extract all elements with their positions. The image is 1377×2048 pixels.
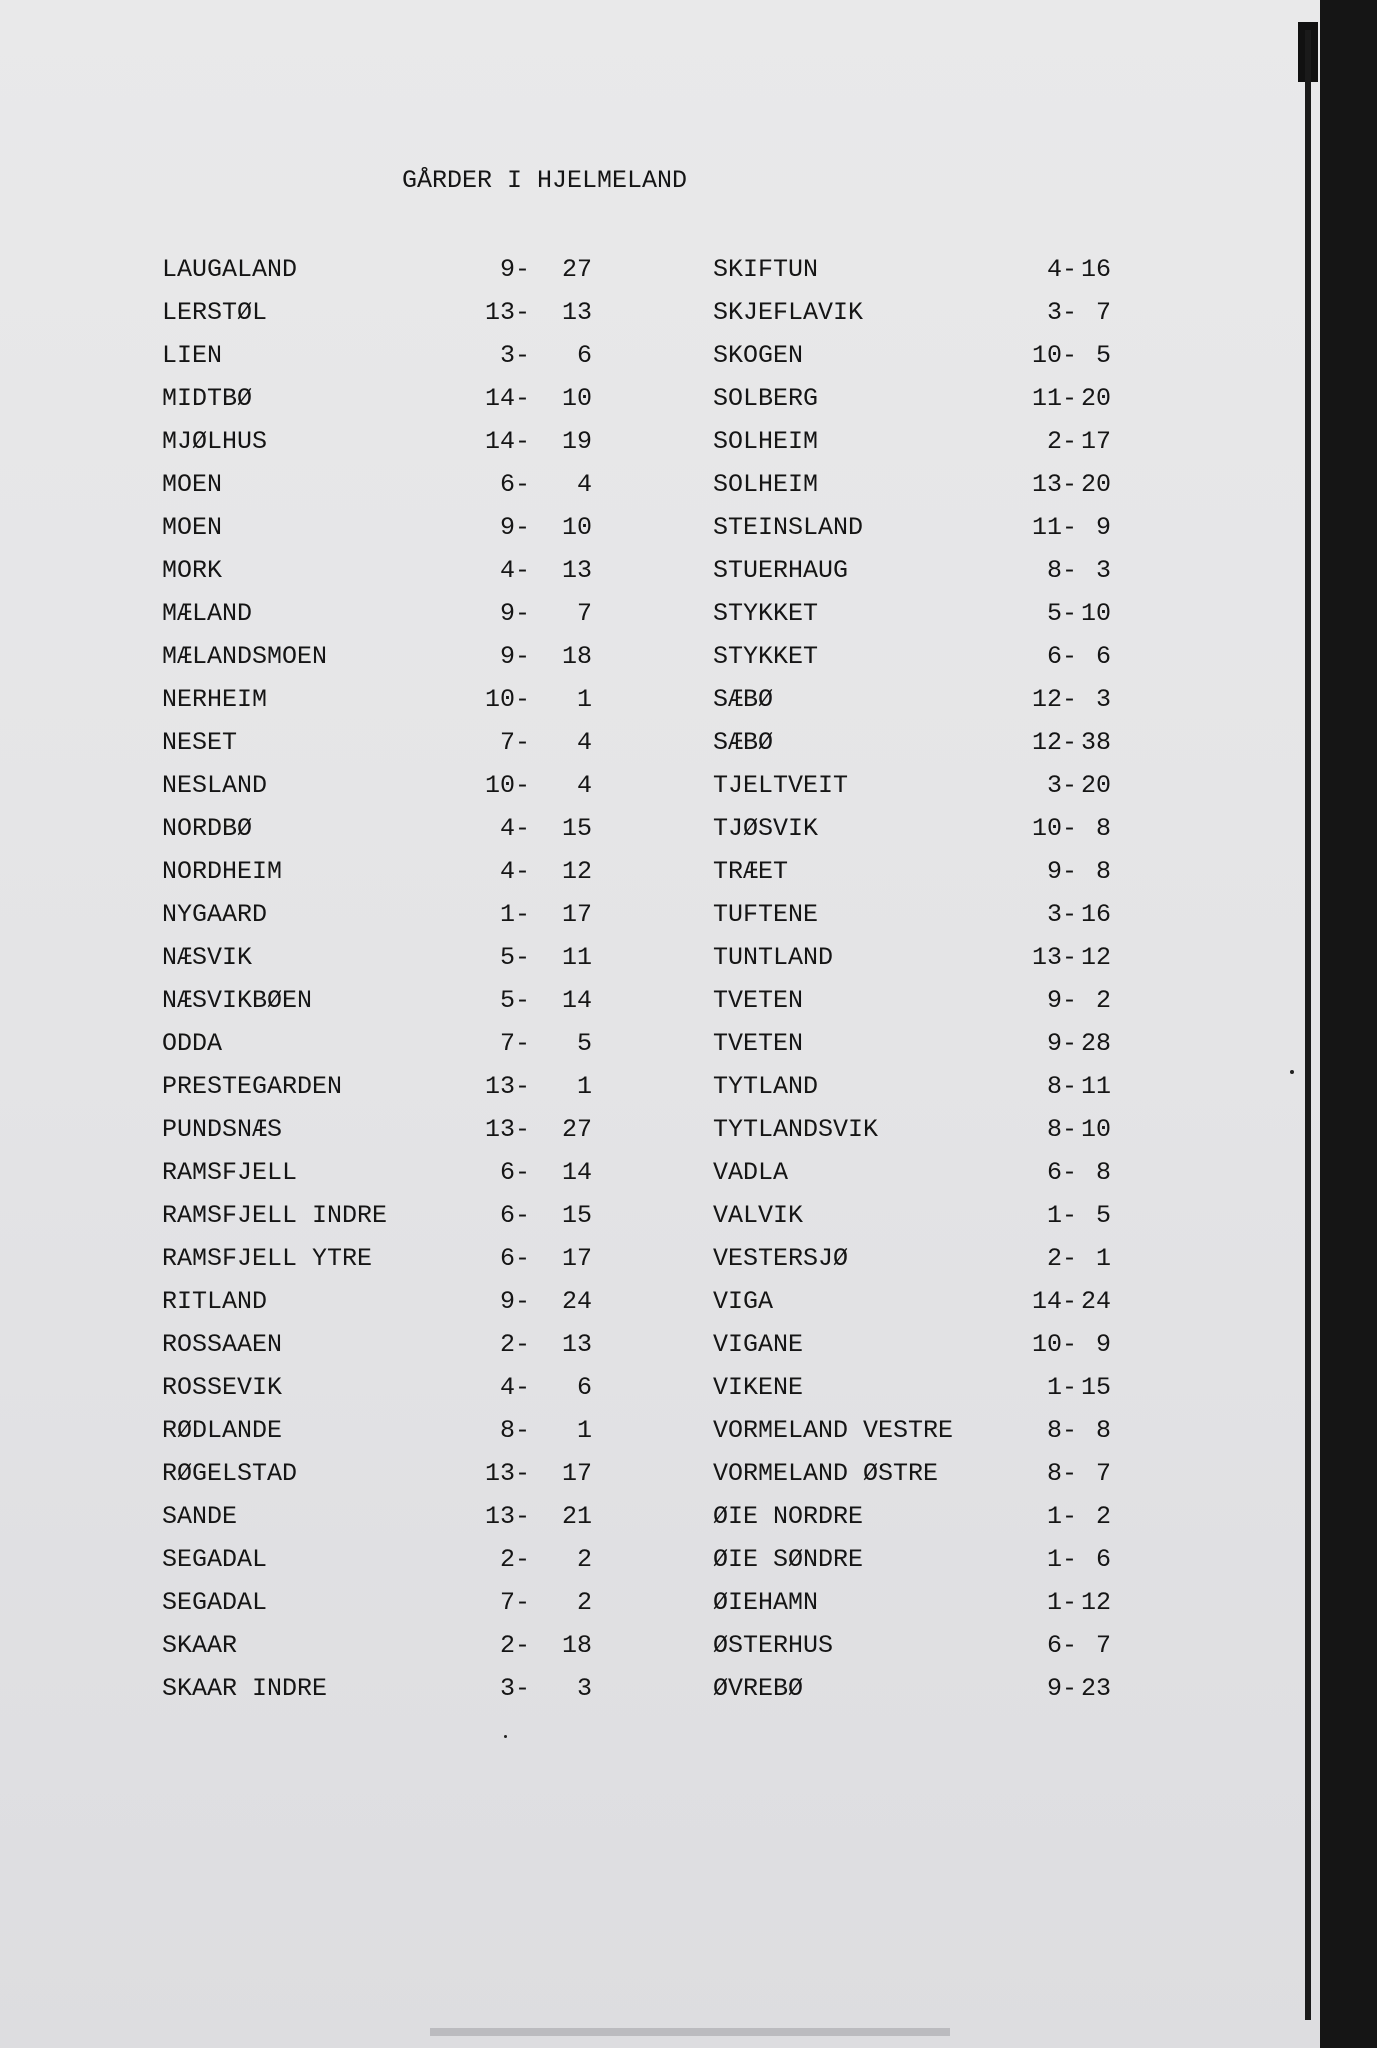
bnr-value: 14	[561, 986, 592, 1015]
farm-name: NÆSVIK	[162, 943, 253, 972]
gnr-value: 1-	[1046, 1502, 1077, 1531]
farm-name: SOLHEIM	[713, 427, 819, 456]
farm-name: ROSSAAEN	[162, 1330, 283, 1359]
bnr-value: 20	[1080, 384, 1111, 413]
farm-name: SÆBØ	[713, 685, 774, 714]
bnr-value: 7	[1095, 1631, 1111, 1660]
gnr-value: 9-	[499, 599, 530, 628]
bnr-value: 10	[561, 384, 592, 413]
bnr-value: 4	[576, 771, 592, 800]
gnr-value: 6-	[499, 1201, 530, 1230]
farm-name: TUFTENE	[713, 900, 819, 929]
gnr-value: 14-	[484, 384, 530, 413]
bnr-value: 28	[1080, 1029, 1111, 1058]
farm-name: VIGANE	[713, 1330, 804, 1359]
farm-name: MORK	[162, 556, 223, 585]
gnr-value: 5-	[499, 986, 530, 1015]
farm-name: TYTLANDSVIK	[713, 1115, 879, 1144]
gnr-value: 4-	[499, 857, 530, 886]
gnr-value: 12-	[1031, 685, 1077, 714]
farm-name: SEGADAL	[162, 1545, 268, 1574]
farm-name: RØDLANDE	[162, 1416, 283, 1445]
gnr-value: 4-	[1046, 255, 1077, 284]
bnr-value: 1	[576, 1416, 592, 1445]
farm-name: RAMSFJELL INDRE	[162, 1201, 388, 1230]
bnr-value: 6	[1095, 642, 1111, 671]
farm-name: VESTERSJØ	[713, 1244, 849, 1273]
farm-name: STYKKET	[713, 642, 819, 671]
gnr-value: 13-	[484, 1502, 530, 1531]
farm-name: SOLBERG	[713, 384, 819, 413]
bnr-value: 1	[576, 1072, 592, 1101]
bnr-value: 24	[1080, 1287, 1111, 1316]
farm-name: NESET	[162, 728, 238, 757]
farm-name: SÆBØ	[713, 728, 774, 757]
bnr-value: 12	[1080, 1588, 1111, 1617]
gnr-value: 13-	[484, 298, 530, 327]
gnr-value: 6-	[1046, 642, 1077, 671]
bnr-value: 11	[1080, 1072, 1111, 1101]
bnr-value: 10	[1080, 1115, 1111, 1144]
gnr-value: 13-	[1031, 943, 1077, 972]
gnr-value: 1-	[499, 900, 530, 929]
bnr-value: 3	[576, 1674, 592, 1703]
gnr-value: 1-	[1046, 1545, 1077, 1574]
bnr-value: 17	[1080, 427, 1111, 456]
bnr-value: 23	[1080, 1674, 1111, 1703]
farm-name: SKOGEN	[713, 341, 804, 370]
farm-name: NERHEIM	[162, 685, 268, 714]
gnr-value: 11-	[1031, 513, 1077, 542]
gnr-value: 8-	[499, 1416, 530, 1445]
bnr-value: 15	[1080, 1373, 1111, 1402]
farm-name: ØIE SØNDRE	[713, 1545, 864, 1574]
gnr-value: 7-	[499, 1029, 530, 1058]
bnr-value: 2	[1095, 1502, 1111, 1531]
gnr-value: 7-	[499, 728, 530, 757]
farm-name: ØIEHAMN	[713, 1588, 819, 1617]
gnr-value: 13-	[484, 1072, 530, 1101]
gnr-value: 2-	[1046, 427, 1077, 456]
farm-name: TVETEN	[713, 986, 804, 1015]
bnr-value: 1	[576, 685, 592, 714]
farm-name: SOLHEIM	[713, 470, 819, 499]
gnr-value: 2-	[499, 1330, 530, 1359]
gnr-value: 9-	[1046, 986, 1077, 1015]
farm-name: MÆLANDSMOEN	[162, 642, 328, 671]
gnr-value: 1-	[1046, 1588, 1077, 1617]
gnr-value: 3-	[1046, 900, 1077, 929]
farm-name: ØIE NORDRE	[713, 1502, 864, 1531]
bnr-value: 3	[1095, 685, 1111, 714]
gnr-value: 9-	[499, 255, 530, 284]
bnr-value: 9	[1095, 1330, 1111, 1359]
bnr-value: 13	[561, 298, 592, 327]
gnr-value: 6-	[499, 1158, 530, 1187]
bnr-value: 4	[576, 728, 592, 757]
gnr-value: 4-	[499, 1373, 530, 1402]
bnr-value: 8	[1095, 857, 1111, 886]
gnr-value: 5-	[499, 943, 530, 972]
gnr-value: 1-	[1046, 1201, 1077, 1230]
bnr-value: 5	[1095, 1201, 1111, 1230]
gnr-value: 7-	[499, 1588, 530, 1617]
gnr-value: 8-	[1046, 1459, 1077, 1488]
farm-name: SKJEFLAVIK	[713, 298, 864, 327]
gnr-value: 3-	[1046, 298, 1077, 327]
gnr-value: 3-	[499, 1674, 530, 1703]
farm-name: SKIFTUN	[713, 255, 819, 284]
gnr-value: 10-	[1031, 814, 1077, 843]
farm-name: TJELTVEIT	[713, 771, 849, 800]
gnr-value: 9-	[1046, 857, 1077, 886]
farm-name: MOEN	[162, 513, 223, 542]
farm-name: NORDHEIM	[162, 857, 283, 886]
bnr-value: 38	[1080, 728, 1111, 757]
gnr-value: 11-	[1031, 384, 1077, 413]
bnr-value: 11	[561, 943, 592, 972]
bnr-value: 18	[561, 1631, 592, 1660]
farm-name: ODDA	[162, 1029, 223, 1058]
gnr-value: 2-	[499, 1631, 530, 1660]
farm-name: PUNDSNÆS	[162, 1115, 283, 1144]
farm-name: STYKKET	[713, 599, 819, 628]
gnr-value: 5-	[1046, 599, 1077, 628]
bnr-value: 18	[561, 642, 592, 671]
farm-name: MÆLAND	[162, 599, 253, 628]
gnr-value: 12-	[1031, 728, 1077, 757]
bnr-value: 13	[561, 556, 592, 585]
gnr-value: 4-	[499, 814, 530, 843]
bnr-value: 8	[1095, 814, 1111, 843]
gnr-value: 9-	[1046, 1674, 1077, 1703]
farm-name: PRESTEGARDEN	[162, 1072, 343, 1101]
farm-name: RØGELSTAD	[162, 1459, 298, 1488]
gnr-value: 9-	[499, 1287, 530, 1316]
bnr-value: 8	[1095, 1416, 1111, 1445]
bnr-value: 15	[561, 1201, 592, 1230]
bnr-value: 7	[1095, 298, 1111, 327]
farm-name: LERSTØL	[162, 298, 268, 327]
farm-name: STEINSLAND	[713, 513, 864, 542]
bnr-value: 2	[576, 1545, 592, 1574]
bnr-value: 12	[561, 857, 592, 886]
farm-name: RITLAND	[162, 1287, 268, 1316]
farm-name: VORMELAND ØSTRE	[713, 1459, 939, 1488]
farm-name: VORMELAND VESTRE	[713, 1416, 954, 1445]
farm-name: SANDE	[162, 1502, 238, 1531]
bnr-value: 10	[561, 513, 592, 542]
gnr-value: 13-	[484, 1115, 530, 1144]
bnr-value: 5	[1095, 341, 1111, 370]
farm-name: MIDTBØ	[162, 384, 253, 413]
bnr-value: 4	[576, 470, 592, 499]
bnr-value: 17	[561, 900, 592, 929]
farm-name: ØVREBØ	[713, 1674, 804, 1703]
farm-name: LIEN	[162, 341, 223, 370]
bnr-value: 19	[561, 427, 592, 456]
scan-edge	[1305, 30, 1311, 2020]
bnr-value: 15	[561, 814, 592, 843]
farm-name: ØSTERHUS	[713, 1631, 834, 1660]
bnr-value: 17	[561, 1459, 592, 1488]
farm-name: MJØLHUS	[162, 427, 268, 456]
gnr-value: 3-	[499, 341, 530, 370]
bnr-value: 1	[1095, 1244, 1111, 1273]
bnr-value: 24	[561, 1287, 592, 1316]
gnr-value: 8-	[1046, 1416, 1077, 1445]
farm-name: NORDBØ	[162, 814, 253, 843]
gnr-value: 8-	[1046, 556, 1077, 585]
farm-name: TVETEN	[713, 1029, 804, 1058]
gnr-value: 10-	[484, 685, 530, 714]
farm-name: SKAAR	[162, 1631, 238, 1660]
bnr-value: 2	[576, 1588, 592, 1617]
bnr-value: 20	[1080, 771, 1111, 800]
gnr-value: 13-	[1031, 470, 1077, 499]
gnr-value: 2-	[1046, 1244, 1077, 1273]
gnr-value: 10-	[1031, 341, 1077, 370]
gnr-value: 6-	[1046, 1158, 1077, 1187]
farm-name: MOEN	[162, 470, 223, 499]
farm-name: SKAAR INDRE	[162, 1674, 328, 1703]
farm-name: TYTLAND	[713, 1072, 819, 1101]
farm-name: NESLAND	[162, 771, 268, 800]
bnr-value: 7	[576, 599, 592, 628]
gnr-value: 9-	[499, 513, 530, 542]
farm-name: RAMSFJELL	[162, 1158, 298, 1187]
gnr-value: 10-	[1031, 1330, 1077, 1359]
gnr-value: 6-	[1046, 1631, 1077, 1660]
farm-name: SEGADAL	[162, 1588, 268, 1617]
gnr-value: 8-	[1046, 1072, 1077, 1101]
gnr-value: 4-	[499, 556, 530, 585]
speck	[504, 1735, 507, 1738]
bnr-value: 8	[1095, 1158, 1111, 1187]
scan-smudge	[430, 2028, 950, 2036]
gnr-value: 6-	[499, 470, 530, 499]
farm-name: TRÆET	[713, 857, 789, 886]
farm-name: VADLA	[713, 1158, 789, 1187]
farm-name: NYGAARD	[162, 900, 268, 929]
bnr-value: 20	[1080, 470, 1111, 499]
bnr-value: 5	[576, 1029, 592, 1058]
bnr-value: 27	[561, 255, 592, 284]
bnr-value: 16	[1080, 255, 1111, 284]
bnr-value: 6	[1095, 1545, 1111, 1574]
bnr-value: 7	[1095, 1459, 1111, 1488]
bnr-value: 13	[561, 1330, 592, 1359]
gnr-value: 14-	[1031, 1287, 1077, 1316]
farm-name: TJØSVIK	[713, 814, 819, 843]
farm-name: NÆSVIKBØEN	[162, 986, 313, 1015]
farm-name: LAUGALAND	[162, 255, 298, 284]
page-title: GÅRDER I HJELMELAND	[402, 166, 688, 195]
farm-name: RAMSFJELL YTRE	[162, 1244, 373, 1273]
gnr-value: 1-	[1046, 1373, 1077, 1402]
bnr-value: 2	[1095, 986, 1111, 1015]
bnr-value: 17	[561, 1244, 592, 1273]
farm-name: TUNTLAND	[713, 943, 834, 972]
gnr-value: 14-	[484, 427, 530, 456]
farm-name: ROSSEVIK	[162, 1373, 283, 1402]
gnr-value: 6-	[499, 1244, 530, 1273]
bnr-value: 21	[561, 1502, 592, 1531]
bnr-value: 9	[1095, 513, 1111, 542]
gnr-value: 8-	[1046, 1115, 1077, 1144]
bnr-value: 3	[1095, 556, 1111, 585]
gnr-value: 9-	[1046, 1029, 1077, 1058]
gnr-value: 3-	[1046, 771, 1077, 800]
farm-name: VALVIK	[713, 1201, 804, 1230]
bnr-value: 12	[1080, 943, 1111, 972]
bnr-value: 10	[1080, 599, 1111, 628]
bnr-value: 16	[1080, 900, 1111, 929]
gnr-value: 13-	[484, 1459, 530, 1488]
bnr-value: 14	[561, 1158, 592, 1187]
gnr-value: 9-	[499, 642, 530, 671]
bnr-value: 6	[576, 1373, 592, 1402]
gnr-value: 2-	[499, 1545, 530, 1574]
bnr-value: 27	[561, 1115, 592, 1144]
farm-name: VIKENE	[713, 1373, 804, 1402]
bnr-value: 6	[576, 341, 592, 370]
gnr-value: 10-	[484, 771, 530, 800]
farm-name: VIGA	[713, 1287, 774, 1316]
speck	[1290, 1070, 1294, 1074]
farm-name: STUERHAUG	[713, 556, 849, 585]
